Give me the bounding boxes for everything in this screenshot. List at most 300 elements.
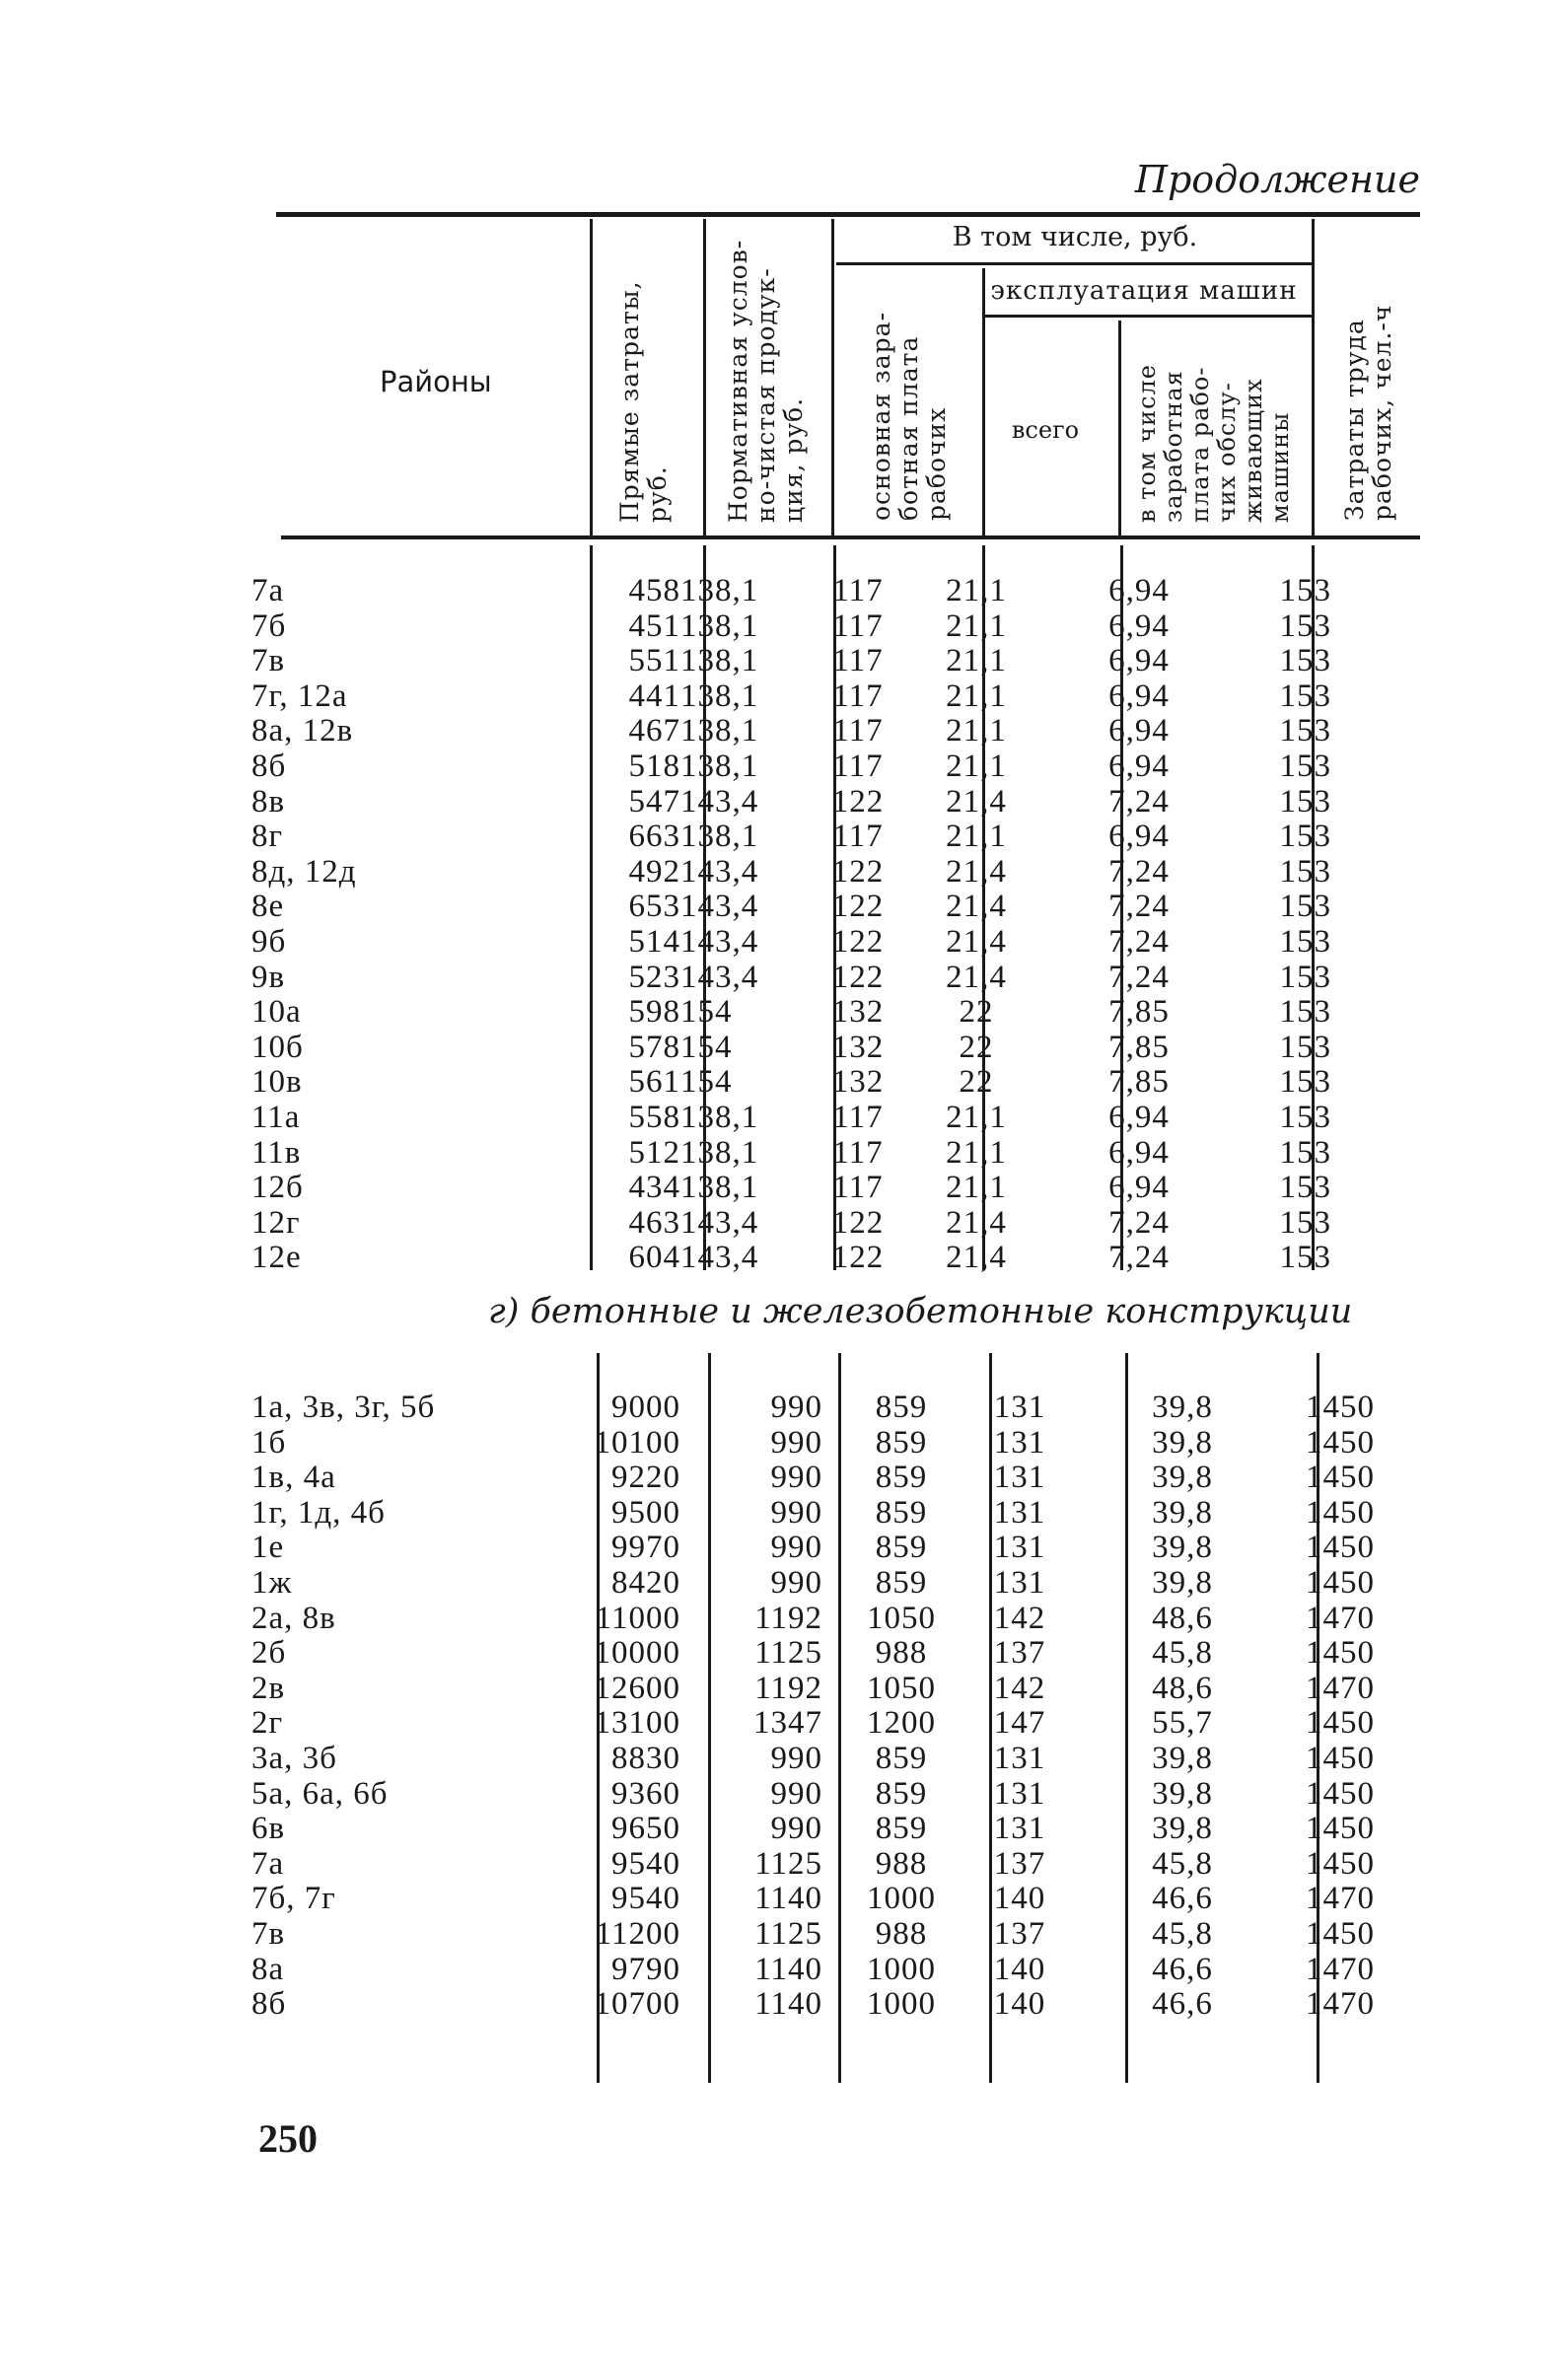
region-cell: 8а, 12в — [251, 713, 354, 749]
value-cell: 990 — [770, 1530, 822, 1566]
value-cell: 122 — [831, 923, 885, 960]
table-row — [251, 1101, 1331, 1136]
value-cell: 1192 — [754, 1600, 822, 1636]
value-cell: 138,1 — [680, 748, 759, 784]
value-cell: 578 — [628, 1029, 680, 1065]
value-cell: 48,6 — [1152, 1600, 1213, 1636]
value-cell: 153 — [1279, 1134, 1331, 1171]
value-cell: 21,1 — [946, 573, 1007, 608]
value-cell: 1192 — [754, 1670, 822, 1706]
value-cell: 39,8 — [1152, 1811, 1213, 1847]
value-cell: 7,85 — [1108, 994, 1170, 1031]
value-cell: 1450 — [1306, 1705, 1375, 1742]
value-cell: 1450 — [1306, 1390, 1375, 1425]
value-cell: 142 — [993, 1600, 1046, 1636]
value-cell: 138,1 — [680, 713, 759, 749]
value-cell: 859 — [875, 1811, 928, 1847]
value-cell: 22 — [959, 1029, 994, 1065]
region-cell: 7г, 12а — [251, 678, 348, 714]
value-cell: 988 — [875, 1845, 928, 1882]
value-cell: 859 — [875, 1424, 928, 1461]
value-cell: 6,94 — [1108, 1170, 1170, 1206]
region-cell: 10б — [251, 1029, 304, 1065]
value-cell: 153 — [1279, 1240, 1331, 1276]
value-cell: 21,1 — [946, 713, 1007, 749]
value-cell: 153 — [1279, 1064, 1331, 1101]
table-row — [251, 1882, 1375, 1917]
value-cell: 551 — [628, 643, 680, 679]
value-cell: 153 — [1279, 1099, 1331, 1135]
header-direct-costs: Прямые затраты, руб. — [615, 280, 672, 523]
value-cell: 21,1 — [946, 643, 1007, 679]
value-cell: 7,85 — [1108, 1029, 1170, 1065]
value-cell: 117 — [832, 573, 884, 608]
value-cell: 138,1 — [680, 573, 759, 608]
table-row — [251, 1777, 1375, 1813]
value-cell: 988 — [875, 1635, 928, 1672]
value-cell: 153 — [1279, 1204, 1331, 1241]
table-row — [251, 1602, 1375, 1637]
value-cell: 1000 — [867, 1881, 936, 1917]
table-row — [251, 890, 1331, 925]
value-cell: 21,4 — [946, 783, 1007, 820]
value-cell: 55,7 — [1152, 1705, 1213, 1742]
value-cell: 663 — [628, 819, 680, 855]
region-cell: 1г, 1д, 4б — [251, 1494, 386, 1531]
value-cell: 117 — [832, 607, 884, 644]
region-cell: 2а, 8в — [251, 1600, 336, 1636]
table-row — [251, 855, 1331, 891]
value-cell: 9970 — [611, 1530, 680, 1566]
value-cell: 153 — [1279, 573, 1331, 608]
top-rule — [276, 212, 1420, 217]
table-row — [251, 1136, 1331, 1172]
value-cell: 859 — [875, 1740, 928, 1776]
value-cell: 6,94 — [1108, 1099, 1170, 1135]
value-cell: 1450 — [1306, 1775, 1375, 1812]
value-cell: 137 — [993, 1915, 1046, 1952]
value-cell: 561 — [628, 1064, 680, 1101]
region-cell: 2г — [251, 1705, 284, 1742]
value-cell: 990 — [770, 1494, 822, 1531]
value-cell: 9540 — [611, 1881, 680, 1917]
value-cell: 153 — [1279, 783, 1331, 820]
value-cell: 153 — [1279, 923, 1331, 960]
table-row — [251, 1566, 1375, 1602]
header-divider — [982, 268, 985, 536]
value-cell: 1140 — [754, 1881, 822, 1917]
value-cell: 45,8 — [1152, 1915, 1213, 1952]
header-bottom-rule — [281, 535, 1420, 539]
value-cell: 153 — [1279, 748, 1331, 784]
value-cell: 12600 — [594, 1670, 680, 1706]
table-row — [251, 1953, 1375, 1988]
value-cell: 1470 — [1306, 1986, 1375, 2023]
region-cell: 1ж — [251, 1564, 293, 1601]
value-cell: 434 — [628, 1170, 680, 1206]
value-cell: 7,24 — [1108, 889, 1170, 925]
value-cell: 153 — [1279, 1029, 1331, 1065]
value-cell: 154 — [680, 1029, 733, 1065]
value-cell: 1450 — [1306, 1424, 1375, 1461]
value-cell: 142 — [993, 1670, 1046, 1706]
value-cell: 990 — [770, 1564, 822, 1601]
value-cell: 131 — [993, 1494, 1046, 1531]
table-row — [251, 749, 1331, 785]
value-cell: 153 — [1279, 853, 1331, 890]
region-cell: 12е — [251, 1240, 302, 1276]
region-cell: 2б — [251, 1635, 287, 1672]
value-cell: 653 — [628, 889, 680, 925]
value-cell: 138,1 — [680, 678, 759, 714]
region-cell: 8е — [251, 889, 285, 925]
value-cell: 46,6 — [1152, 1881, 1213, 1917]
value-cell: 131 — [993, 1740, 1046, 1776]
value-cell: 8830 — [611, 1740, 680, 1776]
value-cell: 1140 — [754, 1986, 822, 2023]
table-row — [251, 679, 1331, 715]
value-cell: 122 — [831, 889, 885, 925]
header-subrule — [836, 262, 1312, 265]
region-cell: 7в — [251, 1915, 286, 1952]
value-cell: 990 — [770, 1740, 822, 1776]
value-cell: 859 — [875, 1390, 928, 1425]
value-cell: 6,94 — [1108, 713, 1170, 749]
value-cell: 990 — [770, 1460, 822, 1496]
value-cell: 1450 — [1306, 1915, 1375, 1952]
value-cell: 1000 — [867, 1951, 936, 1987]
value-cell: 21,4 — [946, 853, 1007, 890]
header-divider — [590, 219, 593, 536]
value-cell: 8420 — [611, 1564, 680, 1601]
region-cell: 7а — [251, 573, 285, 608]
value-cell: 153 — [1279, 959, 1331, 995]
table-row — [251, 925, 1331, 961]
value-cell: 9650 — [611, 1811, 680, 1847]
region-cell: 7в — [251, 643, 286, 679]
table-row — [251, 609, 1331, 645]
value-cell: 9790 — [611, 1951, 680, 1987]
value-cell: 1125 — [754, 1635, 822, 1672]
value-cell: 7,24 — [1108, 853, 1170, 890]
value-cell: 7,24 — [1108, 1240, 1170, 1276]
value-cell: 137 — [993, 1845, 1046, 1882]
value-cell: 9500 — [611, 1494, 680, 1531]
value-cell: 153 — [1279, 607, 1331, 644]
value-cell: 9540 — [611, 1845, 680, 1882]
header-divider — [1312, 219, 1315, 536]
value-cell: 153 — [1279, 643, 1331, 679]
value-cell: 131 — [993, 1460, 1046, 1496]
value-cell: 153 — [1279, 819, 1331, 855]
table-row — [251, 1461, 1375, 1496]
value-cell: 117 — [832, 643, 884, 679]
value-cell: 1450 — [1306, 1811, 1375, 1847]
value-cell: 990 — [770, 1424, 822, 1461]
value-cell: 598 — [628, 994, 680, 1031]
value-cell: 117 — [832, 748, 884, 784]
value-cell: 859 — [875, 1494, 928, 1531]
value-cell: 143,4 — [680, 923, 759, 960]
value-cell: 21,1 — [946, 819, 1007, 855]
table-foundations — [251, 574, 1331, 1276]
value-cell: 39,8 — [1152, 1460, 1213, 1496]
region-cell: 8д, 12д — [251, 853, 357, 890]
value-cell: 11000 — [595, 1600, 680, 1636]
value-cell: 990 — [770, 1811, 822, 1847]
region-cell: 8б — [251, 1986, 287, 2023]
value-cell: 7,24 — [1108, 783, 1170, 820]
value-cell: 140 — [993, 1986, 1046, 2023]
value-cell: 1450 — [1306, 1460, 1375, 1496]
value-cell: 122 — [831, 853, 885, 890]
value-cell: 153 — [1279, 678, 1331, 714]
table-row — [251, 1206, 1331, 1242]
value-cell: 137 — [993, 1635, 1046, 1672]
value-cell: 153 — [1279, 713, 1331, 749]
value-cell: 6,94 — [1108, 819, 1170, 855]
value-cell: 153 — [1279, 1170, 1331, 1206]
region-cell: 8г — [251, 819, 284, 855]
value-cell: 859 — [875, 1564, 928, 1601]
table-row — [251, 574, 1331, 609]
value-cell: 143,4 — [680, 889, 759, 925]
value-cell: 1200 — [867, 1705, 936, 1742]
value-cell: 143,4 — [680, 853, 759, 890]
value-cell: 6,94 — [1108, 678, 1170, 714]
value-cell: 131 — [993, 1530, 1046, 1566]
header-divider — [703, 219, 706, 536]
value-cell: 21,4 — [946, 889, 1007, 925]
region-cell: 11а — [251, 1099, 301, 1135]
value-cell: 13100 — [594, 1705, 680, 1742]
value-cell: 39,8 — [1152, 1494, 1213, 1531]
value-cell: 1050 — [867, 1670, 936, 1706]
value-cell: 45,8 — [1152, 1845, 1213, 1882]
value-cell: 1450 — [1306, 1845, 1375, 1882]
value-cell: 117 — [832, 819, 884, 855]
value-cell: 441 — [628, 678, 680, 714]
value-cell: 140 — [993, 1881, 1046, 1917]
value-cell: 138,1 — [680, 607, 759, 644]
value-cell: 138,1 — [680, 819, 759, 855]
table-concrete — [251, 1391, 1375, 2023]
value-cell: 1450 — [1306, 1740, 1375, 1776]
value-cell: 1470 — [1306, 1951, 1375, 1987]
value-cell: 11200 — [595, 1915, 680, 1952]
header-divider — [1118, 321, 1121, 536]
value-cell: 45,8 — [1152, 1635, 1213, 1672]
region-cell: 5а, 6а, 6б — [251, 1775, 389, 1812]
table-row — [251, 1847, 1375, 1883]
value-cell: 6,94 — [1108, 607, 1170, 644]
value-cell: 1470 — [1306, 1600, 1375, 1636]
value-cell: 9220 — [611, 1460, 680, 1496]
table-row — [251, 1426, 1375, 1462]
value-cell: 131 — [993, 1811, 1046, 1847]
value-cell: 21,1 — [946, 1170, 1007, 1206]
table-row — [251, 1636, 1375, 1672]
header-machine-wage: в том числе заработная плата рабо- чих обслу- живающих машины — [1133, 364, 1294, 523]
region-cell: 12г — [251, 1204, 301, 1241]
value-cell: 21,1 — [946, 1099, 1007, 1135]
value-cell: 22 — [959, 994, 994, 1031]
value-cell: 7,85 — [1108, 1064, 1170, 1101]
value-cell: 143,4 — [680, 959, 759, 995]
region-cell: 11в — [251, 1134, 302, 1171]
value-cell: 10700 — [594, 1986, 680, 2023]
header-total: всего — [1011, 416, 1080, 444]
value-cell: 10100 — [594, 1424, 680, 1461]
table-row — [251, 1065, 1331, 1101]
value-cell: 138,1 — [680, 1170, 759, 1206]
table-row — [251, 644, 1331, 679]
value-cell: 140 — [993, 1951, 1046, 1987]
table-row — [251, 1812, 1375, 1847]
region-cell: 7б — [251, 607, 287, 644]
header-base-wage: основная зара- ботная плата рабочих — [867, 311, 951, 521]
region-cell: 10в — [251, 1064, 303, 1101]
region-cell: 2в — [251, 1670, 286, 1706]
value-cell: 143,4 — [680, 783, 759, 820]
value-cell: 39,8 — [1152, 1564, 1213, 1601]
table-row — [251, 1742, 1375, 1777]
region-cell: 10а — [251, 994, 302, 1031]
value-cell: 132 — [831, 994, 885, 1031]
value-cell: 1450 — [1306, 1494, 1375, 1531]
page-number: 250 — [258, 2116, 318, 2161]
table-row — [251, 995, 1331, 1031]
value-cell: 1347 — [753, 1705, 822, 1742]
section-title: г) бетонные и железобетонные конструкции — [488, 1292, 1353, 1331]
table-row — [251, 1496, 1375, 1532]
value-cell: 523 — [628, 959, 680, 995]
value-cell: 7,24 — [1108, 959, 1170, 995]
value-cell: 138,1 — [680, 1099, 759, 1135]
value-cell: 39,8 — [1152, 1740, 1213, 1776]
value-cell: 990 — [770, 1390, 822, 1425]
value-cell: 514 — [628, 923, 680, 960]
table-row — [251, 785, 1331, 820]
value-cell: 547 — [628, 783, 680, 820]
table-row — [251, 1917, 1375, 1953]
value-cell: 117 — [832, 1099, 884, 1135]
region-cell: 12б — [251, 1170, 304, 1206]
value-cell: 122 — [831, 1240, 885, 1276]
header-rayony: Районы — [380, 365, 492, 398]
value-cell: 1125 — [754, 1915, 822, 1952]
value-cell: 154 — [680, 994, 733, 1031]
value-cell: 48,6 — [1152, 1670, 1213, 1706]
value-cell: 492 — [628, 853, 680, 890]
value-cell: 131 — [993, 1564, 1046, 1601]
value-cell: 138,1 — [680, 643, 759, 679]
value-cell: 859 — [875, 1775, 928, 1812]
value-cell: 1125 — [754, 1845, 822, 1882]
value-cell: 131 — [993, 1390, 1046, 1425]
value-cell: 458 — [628, 573, 680, 608]
table-row — [251, 820, 1331, 855]
header-normative: Нормативная услов- но-чистая продук- ция, руб. — [724, 239, 808, 523]
region-cell: 7б, 7г — [251, 1881, 336, 1917]
value-cell: 21,1 — [946, 748, 1007, 784]
region-cell: 8в — [251, 783, 286, 820]
value-cell: 153 — [1279, 889, 1331, 925]
value-cell: 10000 — [594, 1635, 680, 1672]
value-cell: 21,4 — [946, 959, 1007, 995]
value-cell: 512 — [628, 1134, 680, 1171]
value-cell: 131 — [993, 1424, 1046, 1461]
region-cell: 8а — [251, 1951, 285, 1987]
table-row — [251, 1987, 1375, 2023]
table-row — [251, 1391, 1375, 1426]
value-cell: 22 — [959, 1064, 994, 1101]
header-machine-group: эксплуатация машин — [990, 276, 1298, 306]
table-row — [251, 1672, 1375, 1707]
continuation-label: Продолжение — [1134, 158, 1420, 201]
value-cell: 451 — [628, 607, 680, 644]
value-cell: 558 — [628, 1099, 680, 1135]
value-cell: 21,1 — [946, 1134, 1007, 1171]
value-cell: 143,4 — [680, 1240, 759, 1276]
value-cell: 988 — [875, 1915, 928, 1952]
value-cell: 6,94 — [1108, 748, 1170, 784]
region-cell: 9в — [251, 959, 286, 995]
value-cell: 9000 — [611, 1390, 680, 1425]
value-cell: 1450 — [1306, 1635, 1375, 1672]
value-cell: 21,4 — [946, 1240, 1007, 1276]
value-cell: 467 — [628, 713, 680, 749]
table-row — [251, 714, 1331, 749]
value-cell: 859 — [875, 1460, 928, 1496]
value-cell: 132 — [831, 1064, 885, 1101]
value-cell: 117 — [832, 678, 884, 714]
region-cell: 1а, 3в, 3г, 5б — [251, 1390, 436, 1425]
value-cell: 39,8 — [1152, 1775, 1213, 1812]
value-cell: 39,8 — [1152, 1530, 1213, 1566]
header-incl-group: В том числе, руб. — [952, 222, 1198, 252]
region-cell: 1в, 4а — [251, 1460, 336, 1496]
value-cell: 859 — [875, 1530, 928, 1566]
value-cell: 122 — [831, 783, 885, 820]
value-cell: 21,4 — [946, 923, 1007, 960]
value-cell: 6,94 — [1108, 643, 1170, 679]
value-cell: 154 — [680, 1064, 733, 1101]
value-cell: 122 — [831, 959, 885, 995]
value-cell: 1000 — [867, 1986, 936, 2023]
table-row — [251, 1706, 1375, 1742]
value-cell: 6,94 — [1108, 1134, 1170, 1171]
value-cell: 518 — [628, 748, 680, 784]
value-cell: 990 — [770, 1775, 822, 1812]
value-cell: 7,24 — [1108, 1204, 1170, 1241]
value-cell: 138,1 — [680, 1134, 759, 1171]
region-cell: 8б — [251, 748, 287, 784]
region-cell: 1е — [251, 1530, 285, 1566]
value-cell: 117 — [832, 1170, 884, 1206]
value-cell: 21,4 — [946, 1204, 1007, 1241]
value-cell: 147 — [993, 1705, 1046, 1742]
region-cell: 1б — [251, 1424, 287, 1461]
value-cell: 132 — [831, 1029, 885, 1065]
value-cell: 39,8 — [1152, 1390, 1213, 1425]
value-cell: 1450 — [1306, 1564, 1375, 1601]
value-cell: 1470 — [1306, 1881, 1375, 1917]
value-cell: 122 — [831, 1204, 885, 1241]
header-labor: Затраты труда рабочих, чел.-ч — [1340, 304, 1396, 521]
value-cell: 463 — [628, 1204, 680, 1241]
value-cell: 21,1 — [946, 607, 1007, 644]
